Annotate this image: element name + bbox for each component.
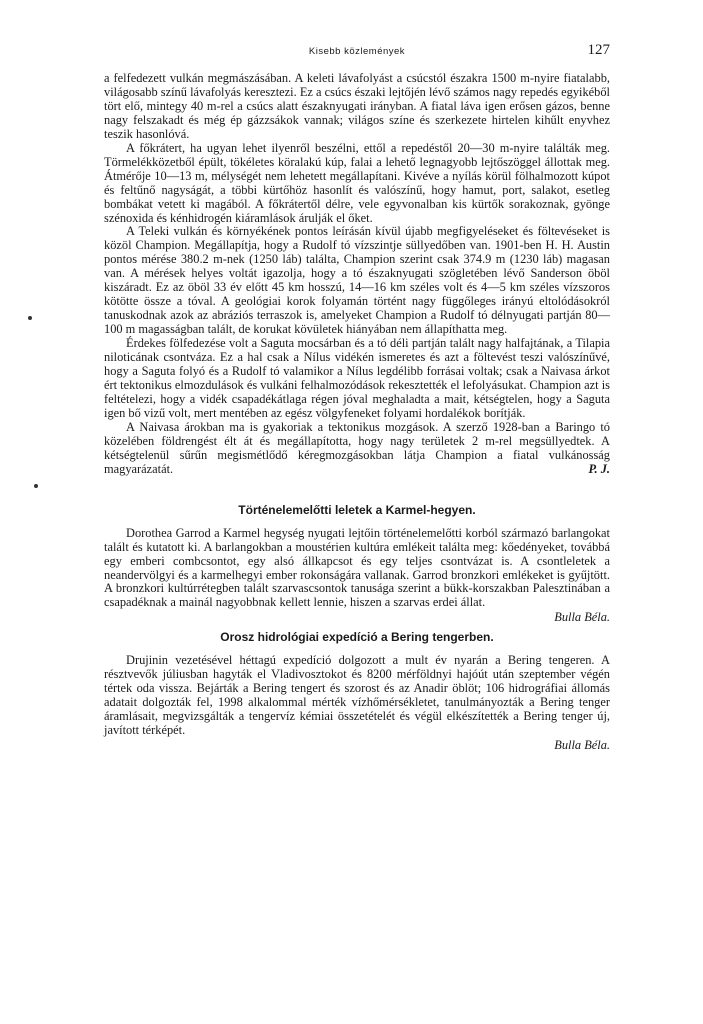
paragraph: Dorothea Garrod a Karmel hegység nyugati lejtőin történelemelőtti korból származó barlangokat talált és kutatott ki. A barlangokban a moustérien kultúra emlékeit találta meg: kőedényeket, továbbá egy emberi combcsontot, egy alsó állkapcsot és egy teljes csontvázat is. A csontleletek a neandervölgyi és a karmelhegyi ember rokonságára vallanak. Garrod bronzkori emlékeket is gyűjtött. A bronzkori kultúrrétegben talált szarvascsontok tanusága szerint a bükk-korszakban Palesztinában a csapadéknak a mainál nagyobbnak kellett lennie, hiszen a szarvas erdei állat. [104,525,610,610]
paragraph: Érdekes fölfedezése volt a Saguta mocsárban és a tó déli partján talált nagy halfajtának, a Tilapia niloticának csontváza. Ez a hal csak a Nílus vidékén ismeretes és azt a föltevést teszi valószínűvé, hogy a Saguta folyó és a Rudolf tó valamikor a Nílus legdélibb forrásai voltak; csak a Naivasa árkot ért tektonikus elmozdulások és vulkáni felhalmozódások rekesztették el lefolyásukat. Champion azt is feltételezi, hogy a vidék csapadékátlaga régen jóval meghaladta a mait, kétségtelen, hogy a Saguta igen bő vizű volt, mert mentében az egész völgyfeneket folyami hordalékok borítják. [104,336,610,420]
section-title: Történelemelőtti leletek a Karmel-hegyen. [238,502,476,517]
author-signature: Bulla Béla. [554,610,610,625]
page-header [104,38,610,64]
margin-dot [34,484,38,488]
article-continuation [104,72,610,477]
author-signature: Bulla Béla. [554,738,610,753]
paragraph-text: A Naivasa árokban ma is gyakoriak a tektonikus mozgások. A szerző 1928-ban a Baringo tó közelében földrengést élt át és megállapította, hogy nagy területek 2 m-rel megsüllyedtek. A kétségtelenül sűrűn megismétlődő kéregmozgásokban látja Champion a fiatal vulkánosság magyarázatát. [104,419,610,476]
page-number: 127 [587,42,610,58]
page [104,38,610,752]
paragraph: A főkrátert, ha ugyan lehet ilyenről beszélni, ettől a repedéstől 20—30 m-nyire találták meg. Törmelékközetből épült, tökéletes köralakú kúp, falai a lehető legnagyobb lejtőszöggel állottak meg. Átmérője 10—13 m, mélységét nem lehetett megállapítani. Kivéve a nyílás körül fölhalmozott kúpot és feltűnő nagyságát, a többi kürtőhöz hasonlít és valószínű, hogy hamut, port, salakot, esetleg bombákat vetett ki magából. A főkrátertől délre, vele egyvonalban kis kürtők sorakoznak, gyönge szénoxida és kénhidrogén kiáramlások árulják el őket. [104,140,610,225]
paragraph: Drujinin vezetésével héttagú expedíció dolgozott a mult év nyarán a Bering tengeren. A résztvevők júliusban hagyták el Vladivosztokot és 8200 mérföldnyi hajóút után szeptember végén tértek oda vissza. Bejárták a Bering tengert és szorost és az Anadir öblöt; 106 hidrográfiai állomás adatait dolgozták fel, 1998 alkalommal mérték vízhőmérsékletet, tanulmányozták a Bering tenger áramlásait, megvizsgálták a tengervíz kémiai összetételét és végül elkészítették a Bering tenger új, javított térképét. [104,653,610,738]
margin-dot [28,316,32,320]
running-head: Kisebb közlemények [308,46,406,57]
author-signature: P. J. [588,461,610,476]
paragraph: a felfedezett vulkán megmászásában. A keleti lávafolyást a csúcstól északra 1500 m-nyire fiatalabb, világosabb színű lávafolyás keresztezi. Ez a csúcs északi lejtőjén lévő számos nagy repedés egyikéből tört elő, mintegy 40 m-rel a csúcs alatt északnyugati irányban. A fiatal láva igen erősen gázos, benne nagy felszakadt és még ép gázzsákok vannak; világos színe és szerkezete hirtelen kihűlt enyvhez teszik hasonlóvá. [104,71,610,141]
section-title: Orosz hidrológiai expedíció a Bering tengerben. [220,630,494,645]
paragraph [104,421,610,477]
paragraph: A Teleki vulkán és környékének pontos leírásán kívül újabb megfigyeléseket és föltevéseket is közöl Champion. Megállapítja, hogy a Rudolf tó vízszintje süllyedőben van. 1901-ben H. H. Austin pontos mérése 380.2 m-nek (1250 láb) találta, Champion szerint csak 374.9 m (1230 láb) magasan van. A mérések helyes voltát igazolja, hogy a tó északnyugati szögletében lévő Sanderson öböl kiszáradt. Ez az öböl 33 év előtt 45 km hosszú, 14—16 km széles volt és 4—5 km széles vízszoros kötötte össze a tóval. A geológiai korok folyamán történt nagy függőleges irányú eltolódásokról tanuskodnak azok az abráziós terraszok is, amelyeket Champion a Rudolf tó délnyugati partján 80—100 m magasságban talált, de korukat kövületek hiányában nem állapíthatta meg. [104,224,610,337]
